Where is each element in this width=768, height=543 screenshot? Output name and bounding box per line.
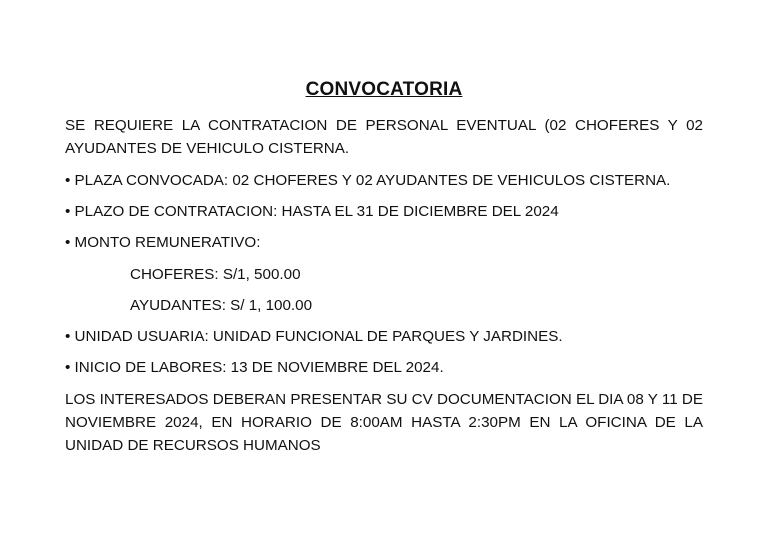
- intro-paragraph: SE REQUIERE LA CONTRATACION DE PERSONAL EVENTUAL (02 CHOFERES Y 02 AYUDANTES DE VEHICULO CISTERNA.: [65, 117, 703, 157]
- bullet-unidad-usuaria: • UNIDAD USUARIA: UNIDAD FUNCIONAL DE PARQUES Y JARDINES.: [65, 328, 563, 345]
- document-title: CONVOCATORIA: [305, 79, 463, 100]
- bullet-plaza-convocada: • PLAZA CONVOCADA: 02 CHOFERES Y 02 AYUDANTES DE VEHICULOS CISTERNA.: [65, 172, 671, 189]
- bullet-monto-remunerativo: • MONTO REMUNERATIVO:: [65, 234, 261, 251]
- closing-paragraph: LOS INTERESADOS DEBERAN PRESENTAR SU CV DOCUMENTACION EL DIA 08 Y 11 DE NOVIEMBRE 2024, EN HORARIO DE 8:00AM HASTA 2:30PM EN LA OFICINA DE LA UNIDAD DE RECURSOS HUMANOS: [65, 391, 703, 454]
- salary-choferes: CHOFERES: S/1, 500.00: [130, 266, 301, 283]
- bullet-plazo-contratacion: • PLAZO DE CONTRATACION: HASTA EL 31 DE DICIEMBRE DEL 2024: [65, 203, 559, 220]
- salary-ayudantes: AYUDANTES: S/ 1, 100.00: [130, 297, 313, 314]
- bullet-inicio-labores: • INICIO DE LABORES: 13 DE NOVIEMBRE DEL 2024.: [65, 359, 444, 376]
